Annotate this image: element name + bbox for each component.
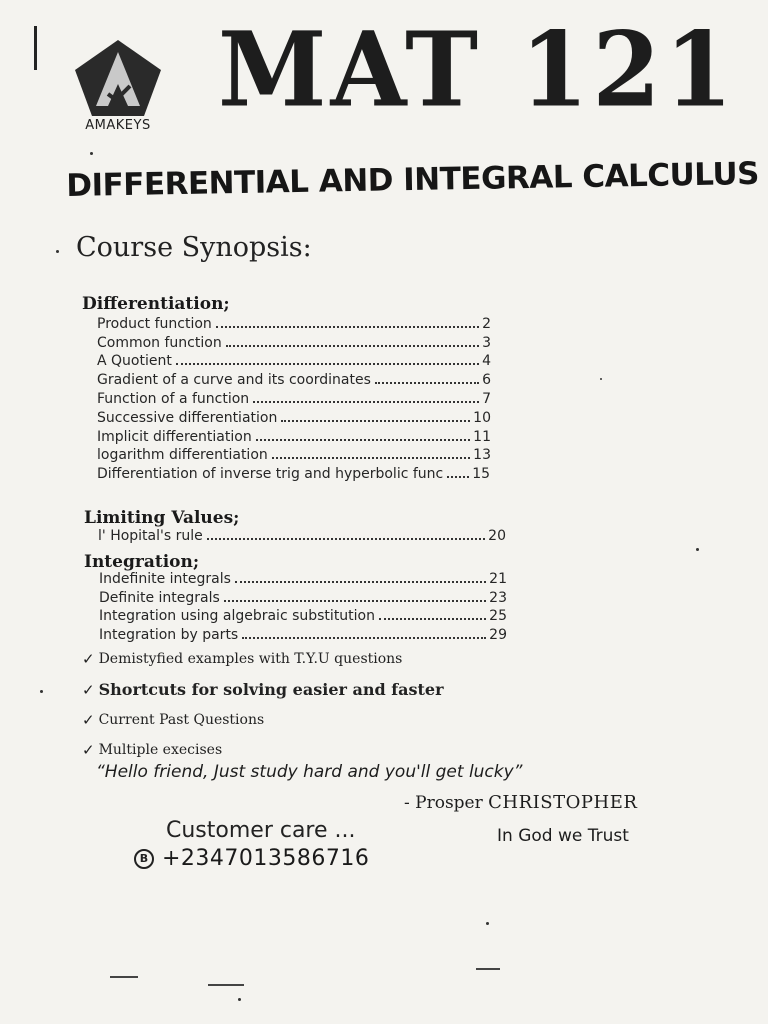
toc-page-number: 7 <box>482 390 491 407</box>
scan-scratch <box>110 976 138 978</box>
toc-item <box>97 333 491 352</box>
toc-leader-dots <box>256 439 470 441</box>
feature-text: Current Past Questions <box>98 712 265 728</box>
toc-page-number: 10 <box>473 409 491 426</box>
scan-speck <box>600 378 602 380</box>
logo-text: AMAKEYS <box>85 118 151 133</box>
author-surname: CHRISTOPHER <box>488 792 638 813</box>
toc-page-number: 13 <box>473 447 491 464</box>
toc-page-number: 29 <box>489 627 507 644</box>
checkmark-icon: ✓ <box>82 650 95 668</box>
toc-item <box>98 526 506 545</box>
margin-mark <box>34 26 37 70</box>
toc-page-number: 21 <box>489 570 507 587</box>
toc-page-number: 23 <box>489 589 507 606</box>
feature-item <box>82 711 502 729</box>
feature-item <box>82 650 502 668</box>
course-code: MAT 121 <box>218 10 737 131</box>
scan-speck <box>90 152 93 155</box>
toc-item <box>97 314 491 333</box>
customer-care-label: Customer care ... <box>166 818 356 843</box>
toc-item-label: Function of a function <box>97 390 250 407</box>
toc-item <box>97 464 491 483</box>
checkmark-icon: ✓ <box>82 741 95 759</box>
toc-list-differentiation <box>97 314 491 483</box>
section-heading-differentiation: Differentiation; <box>82 294 230 314</box>
scan-scratch <box>476 968 500 970</box>
toc-leader-dots <box>242 637 486 639</box>
toc-page-number: 20 <box>488 527 506 544</box>
toc-item <box>97 427 491 446</box>
toc-item-label: Successive differentiation <box>97 409 278 426</box>
toc-page-number: 2 <box>482 315 491 332</box>
scan-scratch <box>208 984 244 986</box>
toc-page-number: 3 <box>482 334 491 351</box>
feature-checklist <box>82 650 502 771</box>
quote-author <box>404 792 637 813</box>
amakeys-logo <box>72 38 164 134</box>
toc-leader-dots <box>235 581 486 583</box>
toc-item-label: Differentiation of inverse trig and hyperbolic func <box>97 466 444 483</box>
pentagon-logo-icon <box>72 38 164 118</box>
scan-speck <box>40 690 43 693</box>
toc-leader-dots <box>447 476 469 478</box>
toc-item <box>99 588 507 607</box>
feature-item <box>82 741 502 759</box>
toc-item <box>99 607 507 626</box>
toc-item-label: logarithm differentiation <box>97 447 268 464</box>
toc-leader-dots <box>272 457 470 459</box>
checkmark-icon: ✓ <box>82 711 95 729</box>
toc-leader-dots <box>375 382 479 384</box>
phone-number: +2347013586716 <box>162 846 370 871</box>
section-heading-limiting-values: Limiting Values; <box>84 508 240 528</box>
toc-leader-dots <box>176 363 479 365</box>
toc-leader-dots <box>226 345 479 347</box>
course-title: DIFFERENTIAL AND INTEGRAL CALCULUS <box>66 155 760 204</box>
scan-speck <box>56 250 59 253</box>
feature-text: Demistyfied examples with T.Y.U questions <box>98 651 403 667</box>
toc-item-label: Common function <box>97 334 222 351</box>
scan-speck <box>486 922 489 925</box>
toc-item-label: A Quotient <box>97 353 172 370</box>
motivational-quote: “Hello friend, Just study hard and you'll get lucky” <box>96 762 523 782</box>
toc-item-label: Product function <box>97 315 212 332</box>
toc-leader-dots <box>379 618 486 620</box>
toc-item <box>99 625 507 644</box>
toc-leader-dots <box>216 326 479 328</box>
toc-item <box>97 352 491 371</box>
toc-item-label: Integration using algebraic substitution <box>99 608 375 625</box>
toc-item-label: Gradient of a curve and its coordinates <box>97 372 371 389</box>
toc-page-number: 6 <box>482 372 491 389</box>
scan-speck <box>696 548 699 551</box>
motto: In God we Trust <box>497 826 629 846</box>
synopsis-heading: Course Synopsis: <box>76 232 312 263</box>
toc-leader-dots <box>253 401 479 403</box>
toc-item <box>97 446 491 465</box>
bbm-icon: B <box>134 849 154 869</box>
toc-leader-dots <box>207 538 485 540</box>
toc-item-label: Indefinite integrals <box>99 570 231 587</box>
toc-page-number: 25 <box>489 608 507 625</box>
toc-leader-dots <box>224 600 486 602</box>
section-heading-integration: Integration; <box>84 552 200 572</box>
toc-item-label: Definite integrals <box>99 589 220 606</box>
feature-item <box>82 680 502 699</box>
toc-item <box>99 569 507 588</box>
checkmark-icon: ✓ <box>82 680 95 699</box>
toc-leader-dots <box>281 420 470 422</box>
toc-item-label: l' Hopital's rule <box>98 527 203 544</box>
scan-speck <box>238 998 241 1001</box>
toc-list-limiting-values <box>98 526 506 545</box>
author-prefix: - Prosper <box>404 793 483 813</box>
toc-item-label: Integration by parts <box>99 627 239 644</box>
toc-item-label: Implicit differentiation <box>97 428 252 445</box>
feature-text: Shortcuts for solving easier and faster <box>98 680 444 699</box>
phone-contact <box>134 846 369 871</box>
toc-list-integration <box>99 569 507 644</box>
toc-item <box>97 408 491 427</box>
feature-text: Multiple execises <box>98 742 223 758</box>
toc-page-number: 4 <box>482 353 491 370</box>
toc-item <box>97 370 491 389</box>
toc-page-number: 11 <box>473 428 491 445</box>
toc-page-number: 15 <box>472 466 491 483</box>
toc-item <box>97 389 491 408</box>
